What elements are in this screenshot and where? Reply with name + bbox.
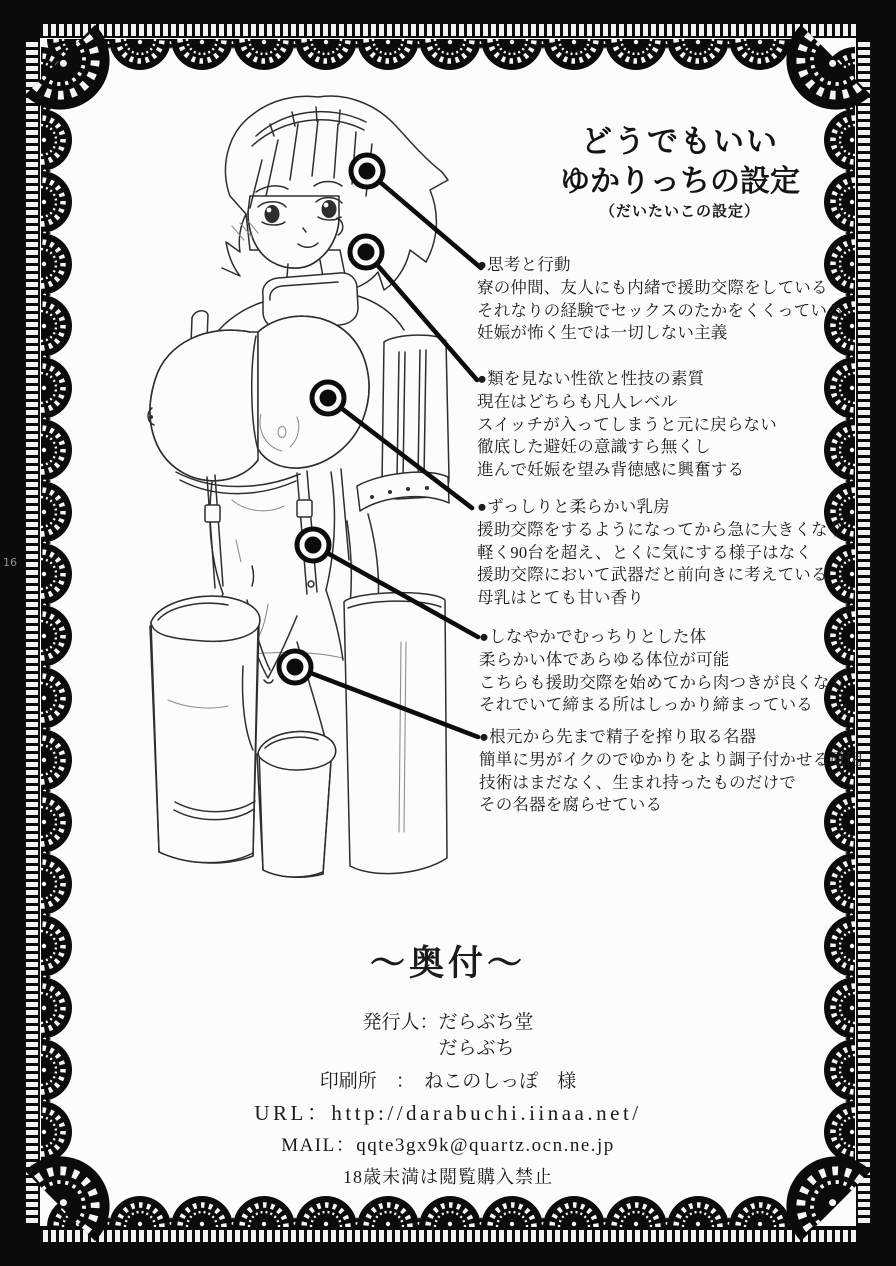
callout-line: 技術はまだなく、生まれ持ったものだけで bbox=[479, 772, 796, 792]
publisher-block bbox=[0, 1010, 896, 1062]
callout-block-aptitude bbox=[477, 368, 777, 482]
callout-title: ●しなやかでむっちりとした体 bbox=[479, 627, 707, 646]
mail-line: MAIL：qqte3gx9k@quartz.ocn.ne.jp bbox=[281, 1135, 615, 1156]
printer-line: 印刷所 ： ねこのしっぽ 様 bbox=[319, 1071, 577, 1092]
character-head bbox=[222, 96, 448, 290]
callout-block-lower bbox=[479, 726, 863, 817]
callout-title: ●根元から先まで精子を搾り取る名器 bbox=[479, 727, 757, 746]
callout-line: 援助交際において武器だと前向きに考えている bbox=[477, 565, 828, 585]
callout-line: 寮の仲間、友人にも内緒で援助交際をしている bbox=[477, 277, 828, 297]
page-title bbox=[512, 122, 848, 220]
title-line-1: どうでもいい bbox=[581, 124, 779, 160]
callout-line: その名器を腐らせている bbox=[479, 795, 663, 815]
publisher-line: 発行人：だらぶち堂 bbox=[362, 1012, 534, 1033]
title-line-3: （だいたいこの設定） bbox=[599, 202, 760, 220]
callout-title: ●ずっしりと柔らかい乳房 bbox=[477, 497, 670, 516]
character-legs bbox=[150, 590, 447, 877]
callout-title: ●類を見ない性欲と性技の素質 bbox=[477, 369, 705, 388]
callout-line: それなりの経験でセックスのたかをくくっている bbox=[477, 300, 844, 320]
title-line-2: ゆかりっちの設定 bbox=[560, 164, 800, 199]
url-line: URL：http://darabuchi.iinaa.net/ bbox=[254, 1101, 642, 1125]
callout-line: 援助交際をするようになってから急に大きくなり bbox=[477, 519, 845, 539]
callout-block-bust bbox=[477, 496, 844, 610]
callout-line: 現在はどちらも凡人レベル bbox=[477, 391, 678, 411]
callout-line: 軽く90台を超え、とくに気にする様子はなく bbox=[477, 542, 813, 562]
callout-title: ●思考と行動 bbox=[477, 255, 571, 274]
callout-block-body bbox=[479, 626, 846, 717]
callout-line: 柔らかい体であらゆる体位が可能 bbox=[479, 649, 730, 669]
publisher-person: だらぶち bbox=[438, 1038, 515, 1059]
callout-line: 妊娠が怖く生では一切しない主義 bbox=[477, 323, 728, 343]
callout-line: こちらも援助交際を始めてから肉つきが良くなり bbox=[479, 672, 847, 692]
callout-line: 徹底した避妊の意識すら無くし bbox=[477, 437, 711, 457]
page-number: 16 bbox=[3, 556, 17, 569]
callout-line: 簡単に男がイクのでゆかりをより調子付かせる原因 bbox=[479, 749, 863, 769]
callout-line: それでいて締まる所はしっかり締まっている bbox=[479, 695, 813, 715]
character-torso bbox=[148, 260, 404, 636]
age-notice: 18歳未満は閲覧購入禁止 bbox=[343, 1167, 553, 1187]
colophon-heading: ～奥付～ bbox=[369, 944, 526, 983]
callout-block-mindset bbox=[477, 254, 844, 345]
callout-line: 母乳はとても甘い香り bbox=[477, 588, 644, 608]
callout-line: 進んで妊娠を望み背徳感に興奮する bbox=[477, 460, 745, 480]
callout-line: スイッチが入ってしまうと元に戻らない bbox=[477, 414, 777, 434]
